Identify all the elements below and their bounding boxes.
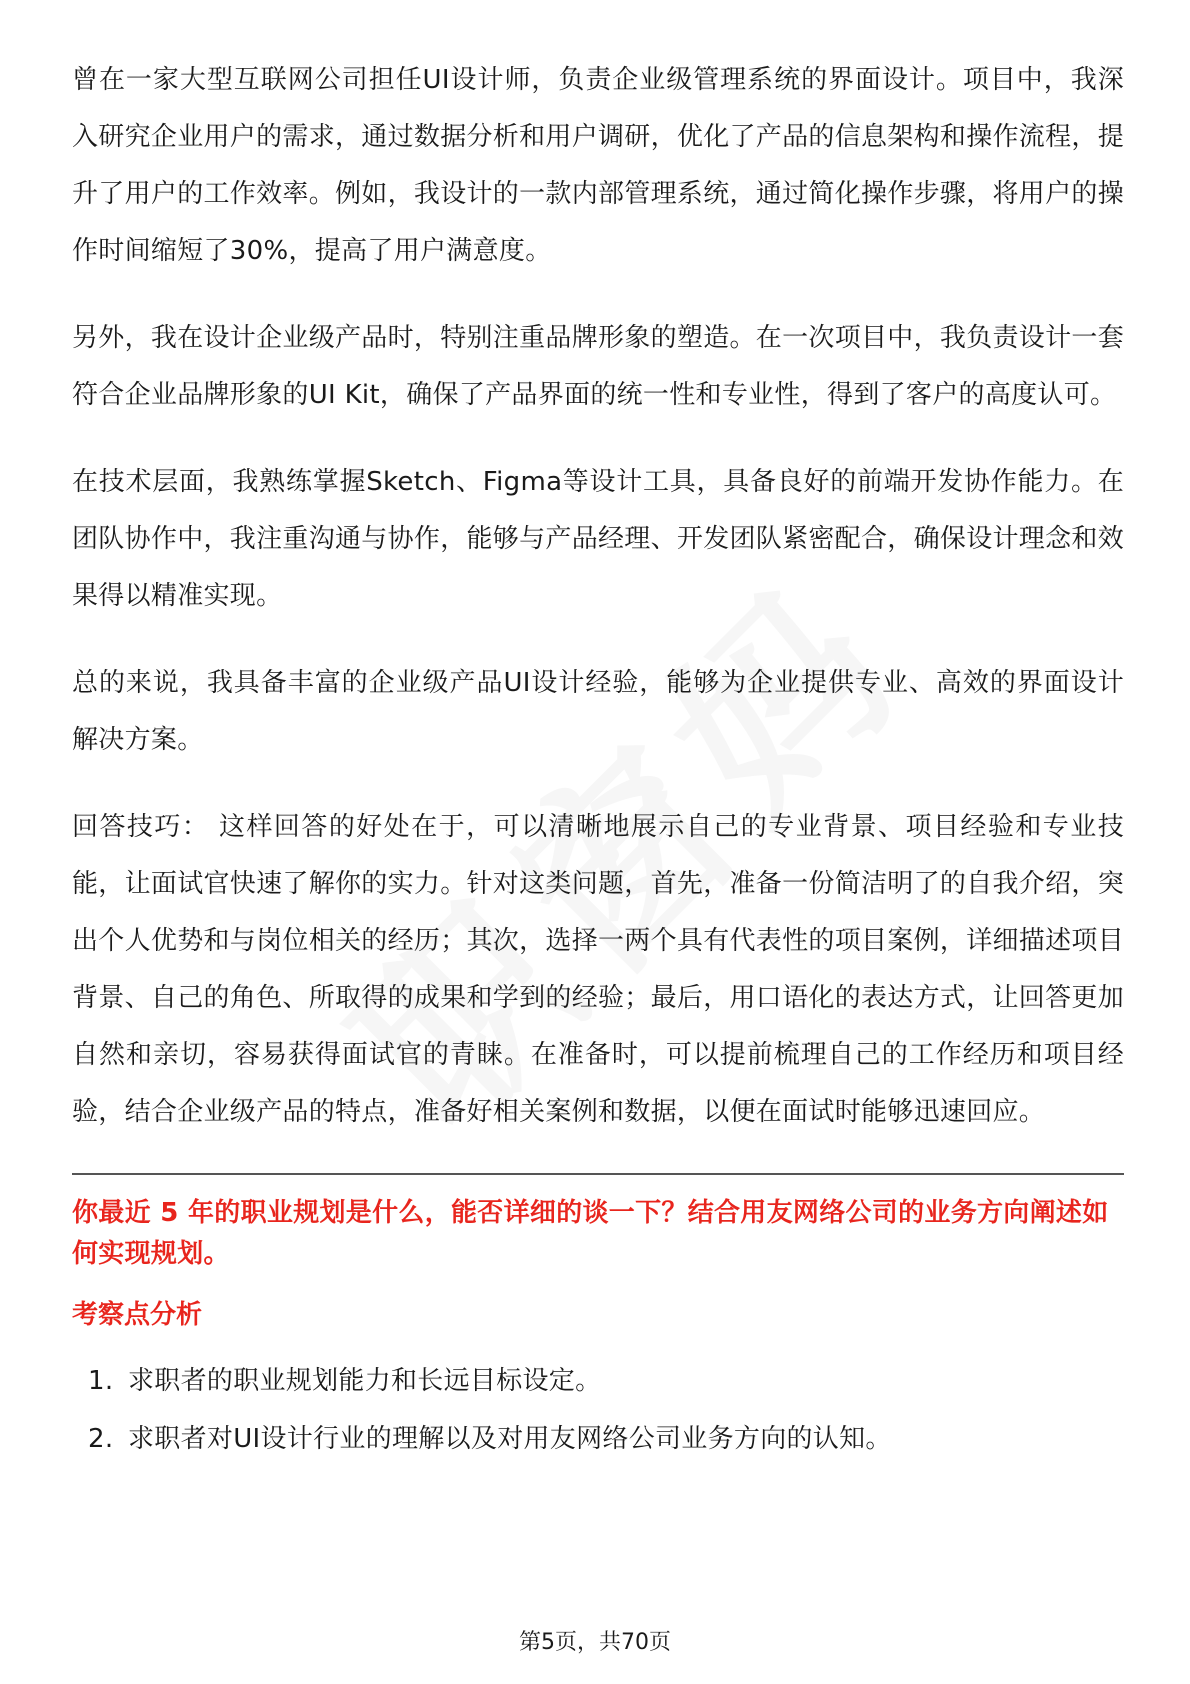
list-item-number: 2. bbox=[88, 1424, 114, 1454]
section-title: 考察点分析 bbox=[72, 1300, 203, 1330]
section-divider bbox=[72, 1173, 1124, 1175]
list-item-text: 求职者对UI设计行业的理解以及对用友网络公司业务方向的认知。 bbox=[128, 1424, 892, 1454]
interview-question: 你最近 5 年的职业规划是什么，能否详细的谈一下？结合用友网络公司的业务方向阐述如何实现规划。 bbox=[72, 1198, 1109, 1269]
paragraph-experience: 曾在一家大型互联网公司担任UI设计师，负责企业级管理系统的界面设计。项目中，我深入研究企业用户的需求，通过数据分析和用户调研，优化了产品的信息架构和操作流程，提升了用户的工作效率。例如，我设计的一款内部管理系统，通过简化操作步骤，将用户的操作时间缩短了30%，提高了用户满意度。 bbox=[72, 65, 1125, 266]
paragraph-technical: 在技术层面，我熟练掌握Sketch、Figma等设计工具，具备良好的前端开发协作能力。在团队协作中，我注重沟通与协作，能够与产品经理、开发团队紧密配合，确保设计理念和效果得以精准实现。 bbox=[72, 467, 1125, 611]
list-item-text: 求职者的职业规划能力和长远目标设定。 bbox=[128, 1366, 602, 1396]
list-item bbox=[72, 1361, 1124, 1401]
list-item-number: 1. bbox=[88, 1366, 114, 1396]
page-footer: 第5页，共70页 bbox=[519, 1630, 671, 1655]
paragraph-answer-tips: 回答技巧： 这样回答的好处在于，可以清晰地展示自己的专业背景、项目经验和专业技能，让面试官快速了解你的实力。针对这类问题，首先，准备一份简洁明了的自我介绍，突出个人优势和与岗位相关的经历；其次，选择一两个具有代表性的项目案例，详细描述项目背景、自己的角色、所取得的成果和学到的经验；最后，用口语化的表达方式，让回答更加自然和亲切，容易获得面试官的青睐。在准备时，可以提前梳理自己的工作经历和项目经验，结合企业级产品的特点，准备好相关案例和数据，以便在面试时能够迅速回应。 bbox=[72, 812, 1125, 1127]
document-body bbox=[72, 52, 1124, 1477]
paragraph-summary: 总的来说，我具备丰富的企业级产品UI设计经验，能够为企业提供专业、高效的界面设计解决方案。 bbox=[72, 668, 1124, 755]
paragraph-brand: 另外，我在设计企业级产品时，特别注重品牌形象的塑造。在一次项目中，我负责设计一套符合企业品牌形象的UI Kit，确保了产品界面的统一性和专业性，得到了客户的高度认可。 bbox=[72, 323, 1125, 410]
list-item bbox=[72, 1419, 1124, 1459]
analysis-list bbox=[72, 1361, 1124, 1459]
